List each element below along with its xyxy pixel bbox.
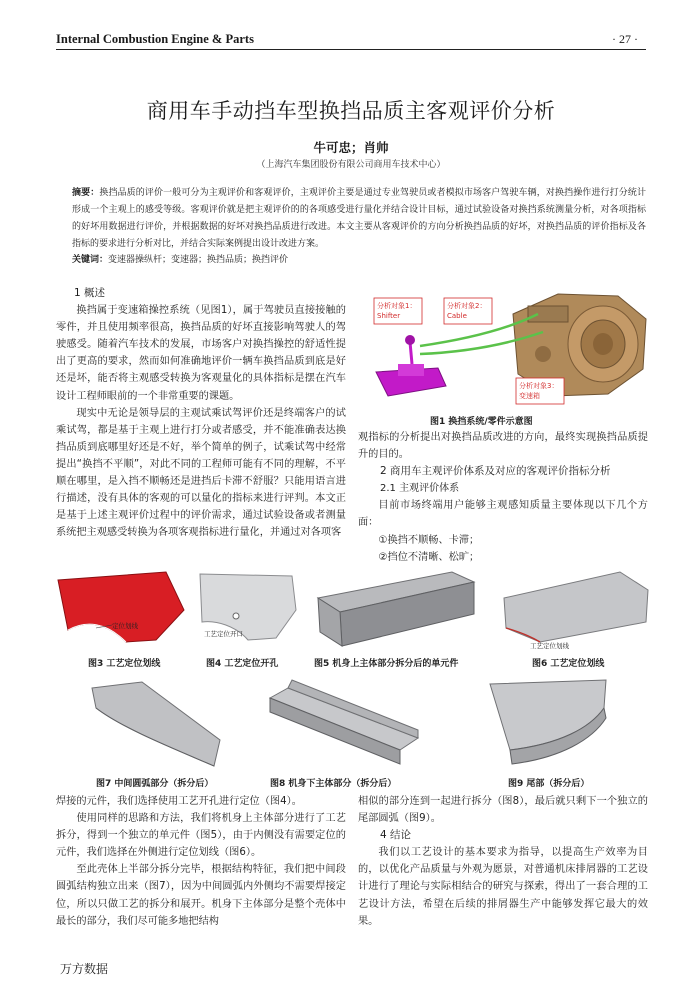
label-3-title: 分析对象3： bbox=[519, 382, 559, 390]
figure-5-caption: 图5 机身上主体部分拆分后的单元件 bbox=[314, 659, 459, 669]
figure-6-caption: 图6 工艺定位划线 bbox=[532, 659, 605, 669]
footer-watermark: 万方数据 bbox=[60, 962, 109, 976]
shift-system-illustration bbox=[358, 284, 648, 408]
list-item: ②挡位不清晰、松旷； bbox=[378, 551, 480, 563]
figure-4-image bbox=[196, 570, 306, 652]
figure-8-caption: 图8 机身下主体部分（拆分后） bbox=[270, 779, 397, 789]
keywords-text: 变速器操纵杆；变速器；换挡品质；换挡评价 bbox=[108, 255, 289, 265]
figure-3-annotation: 定位划线 bbox=[112, 622, 138, 630]
paragraph: 我们以工艺设计的基本要求为指导，以提高生产效率为目的，以优化产品质量与外观为愿景，对普通机床排屑器的工艺设计进行了理论与实际相结合的研究与探索，得出了一套合理的工艺设计方法，希望在后续的排屑器生产中能够发挥它最大的效果。 bbox=[358, 847, 648, 927]
paper-title: 商用车手动挡车型换挡品质主客观评价分析 bbox=[146, 99, 556, 123]
keywords bbox=[72, 252, 646, 265]
section-2-title: 2 商用车主观评价体系及对应的客观评价指标分析 bbox=[380, 465, 611, 478]
right-column-top bbox=[358, 429, 648, 566]
figure-3-caption: 图3 工艺定位划线 bbox=[88, 659, 161, 669]
paragraph: 焊接的元件，我们选择使用工艺开孔进行定位（图4）。 bbox=[56, 796, 302, 807]
paragraph: 换挡属于变速箱操控系统（见图1），属于驾驶员直接接触的零件，并且使用频率很高，换挡品质的好坏直接影响驾驶人的驾驶感受。随着汽车技术的发展，市场客户对换挡操控的舒适性提出了更高的要求，然而如何准确地评价一辆车换挡品质到底是好还是坏，能否将主观感受转换为客观量化的具体指标是摆在汽车设计工程师眼前的一个非常重要的课题。 bbox=[56, 305, 346, 402]
label-1-title: 分析对象1： bbox=[377, 302, 417, 310]
paragraph: 相似的部分连到一起进行拆分（图8），最后就只剩下一个独立的尾部圆弧（图9）。 bbox=[358, 796, 648, 825]
page-number: · 27 · bbox=[612, 32, 638, 46]
label-2-title: 分析对象2： bbox=[447, 302, 487, 310]
figure-1-shift-system bbox=[358, 284, 648, 408]
paragraph: 使用同样的思路和方法，我们将机身上主体部分进行了工艺拆分，得到一个独立的单元件（图5），由于内侧没有需要定位的元件，我们选择在外侧进行定位划线（图6）。 bbox=[56, 813, 346, 859]
figure-7-image bbox=[82, 678, 222, 770]
running-header bbox=[56, 28, 646, 50]
figure-4-annotation: 工艺定位开口 bbox=[204, 630, 243, 638]
figure-6-image bbox=[500, 570, 650, 652]
abstract-text: 换挡品质的评价一般可分为主观评价和客观评价，主观评价主要是通过专业驾驶员或者模拟市场客户驾驶车辆，对换挡操作进行打分统计形成一个主观上的感受等级。客观评价就是把主观评价的的各项感受进行量化并结合设计目标，通过试验设备对换挡系统测量分析，对各项指标的好坏用数据进行评价，并根据数据的好坏对换挡品质进行改进。本文主要从客观评价的方向分析换挡品质的好坏，对换挡品质的评价指标及各指标的要求进行分析对比，并结合实际案例提出设计改进方案。 bbox=[72, 188, 646, 249]
label-box-2 bbox=[444, 298, 492, 324]
paragraph: 至此壳体上半部分拆分完毕，根据结构特征，我们把中间段圆弧结构独立出来（图7），因为中间圆弧内外侧均不需要焊接定位，所以只做工艺的拆分和展开。机身下主体部分是整个壳体中最长的部分，我们尽可能多地把结构 bbox=[56, 864, 346, 927]
figure-9-image bbox=[470, 678, 610, 770]
label-3-sub: 变速箱 bbox=[519, 392, 540, 400]
affiliation: （上海汽车集团股份有限公司商用车技术中心） bbox=[256, 160, 446, 170]
paragraph: 观指标的分析提出对换挡品质改进的方向，最终实现换挡品质提升的目的。 bbox=[358, 432, 648, 461]
figure-5-image bbox=[312, 568, 480, 652]
section-1-title: 1 概述 bbox=[74, 287, 106, 299]
paragraph: 目前市场终端用户能够主观感知质量主要体现以下几个方面： bbox=[358, 500, 648, 529]
subsection-2-1-title: 2.1 主观评价体系 bbox=[380, 483, 460, 495]
list-item: ①换挡不顺畅、卡滞； bbox=[378, 534, 480, 546]
figure-4-caption: 图4 工艺定位开孔 bbox=[206, 659, 279, 669]
journal-name: Internal Combustion Engine & Parts bbox=[56, 32, 254, 46]
left-column-bottom bbox=[56, 793, 346, 930]
abstract bbox=[72, 185, 646, 253]
abstract-label: 摘要： bbox=[72, 188, 100, 198]
left-column-top bbox=[56, 285, 346, 541]
figure-8-image bbox=[262, 672, 422, 770]
label-box-1 bbox=[374, 298, 422, 324]
figure-3-image bbox=[56, 570, 191, 652]
label-1-sub: Shifter bbox=[377, 312, 401, 320]
section-4-title: 4 结论 bbox=[380, 829, 412, 842]
figure-7-caption: 图7 中间圆弧部分（拆分后） bbox=[96, 779, 214, 789]
figure-9-caption: 图9 尾部（拆分后） bbox=[508, 779, 590, 789]
label-2-sub: Cable bbox=[447, 312, 467, 320]
keywords-label: 关键词： bbox=[72, 255, 109, 265]
label-box-3 bbox=[516, 378, 564, 404]
paragraph: 现实中无论是领导层的主观试乘试驾评价还是终端客户的试乘试驾，都是基于主观上进行打分或者感受，并不能准确表达换挡品质到底哪里好还是不好，举个简单的例子，试乘试驾中经常提出“换挡不平顺”，对此不同的工程师可能有不同的理解，不平顺在哪里，是入挡不顺畅还是进挡后卡滞不舒服？只能用语言进行描述，没有具体的客观的可以量化的指标来进行评判。本文正是基于上述主观评价过程中的评价需求，通过试验设备或者测量系统把主观感受转换为各项客观指标进行量化，并通过对各项客 bbox=[56, 407, 346, 539]
figure-6-annotation: 工艺定位划线 bbox=[530, 642, 569, 650]
authors: 牛可忠；肖帅 bbox=[313, 140, 389, 155]
figure-1-caption: 图1 换挡系统/零件示意图 bbox=[430, 417, 533, 427]
right-column-bottom bbox=[358, 793, 648, 930]
